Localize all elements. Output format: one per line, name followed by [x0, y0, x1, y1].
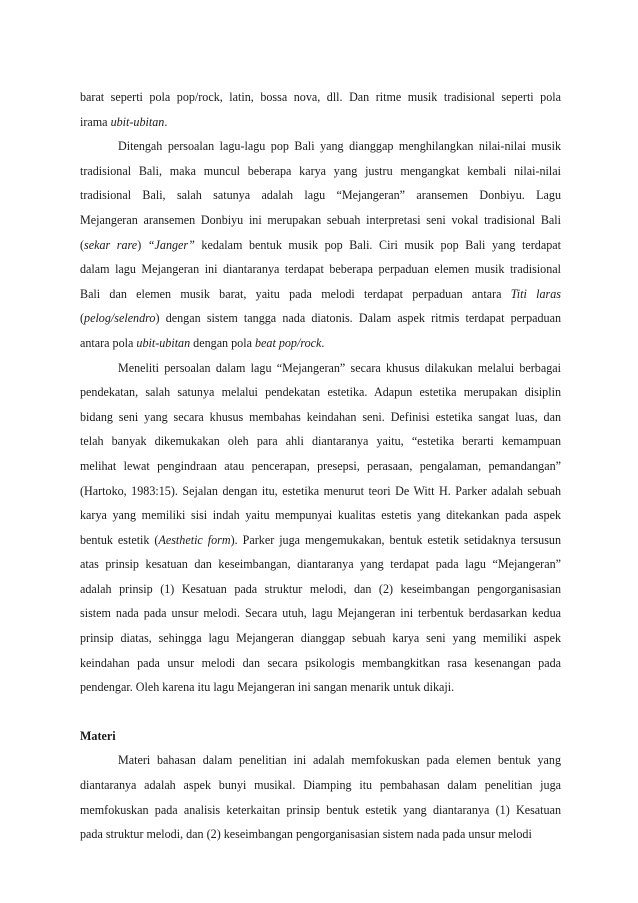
paragraph-materi [80, 748, 561, 846]
paragraph-2 [80, 134, 561, 355]
text-line: sistem nada pada unsur melodi. Secara utuh, lagu Mejangeran ini terbentuk berdasarkan kedua [80, 606, 561, 621]
text-line: Bali dan elemen musik barat, yaitu pada melodi terdapat perpaduan antara Titi laras [80, 286, 562, 301]
text-line: (pelog/selendro) dengan sistem tangga nada diatonis. Dalam aspek ritmis terdapat perpaduan [80, 311, 561, 326]
section-heading-materi: Materi [80, 728, 116, 743]
text-line: atas prinsip kesatuan dan keseimbangan, diantaranya yang terdapat pada lagu “Mejangeran” [80, 557, 561, 572]
text-line: Mejangeran aransemen Donbiyu ini merupakan sebuah interpretasi seni vokal tradisional Bali [80, 212, 561, 227]
text-line: bentuk estetik (Aesthetic form). Parker juga mengemukakan, bentuk estetik setidaknya tersusun [80, 532, 561, 547]
body-text [80, 85, 561, 700]
text-line: keindahan pada unsur melodi dan secara psikologis membangkitkan rasa kesenangan pada [80, 655, 561, 670]
text-line: pada struktur melodi, dan (2) keseimbangan pengorganisasian sistem nada pada unsur melodi [80, 827, 532, 842]
text-line: prinsip diatas, sehingga lagu Mejangeran dianggap sebuah karya seni yang memiliki aspek [80, 631, 561, 646]
text-line: Ditengah persoalan lagu-lagu pop Bali yang dianggap menghilangkan nilai-nilai musik [118, 139, 561, 154]
text-line: tradisional Bali, maka muncul beberapa karya yang justru mengangkat kembali nilai-nilai [80, 163, 561, 178]
paragraph-1 [80, 85, 561, 134]
text-line: Meneliti persoalan dalam lagu “Mejangeran” secara khusus dilakukan melalui berbagai [118, 360, 561, 375]
paragraph-3 [80, 356, 561, 700]
text-line: adalah prinsip (1) Kesatuan pada struktur melodi, dan (2) keseimbangan pengorganisasian [80, 581, 561, 596]
text-line: memfokuskan pada analisis keterkaitan prinsip bentuk estetik yang diantaranya (1) Kesatuan [80, 802, 561, 817]
text-line: pendekatan, salah satunya melalui pendekatan estetika. Adapun estetika merupakan disiplin [80, 385, 561, 400]
text-line: diantaranya adalah aspek bunyi musikal. Diamping itu pembahasan dalam penelitian juga [80, 778, 561, 793]
text-line: irama ubit-ubitan. [80, 114, 168, 129]
text-line: (sekar rare) “Janger” kedalam bentuk musik pop Bali. Ciri musik pop Bali yang terdapat [80, 237, 561, 252]
text-line: (Hartoko, 1983:15). Sejalan dengan itu, estetika menurut teori De Witt H. Parker adalah sebuah [80, 483, 561, 498]
text-line: telah banyak dikemukakan oleh para ahli diantaranya yaitu, “estetika berarti kemampuan [80, 434, 561, 449]
text-line: bidang seni yang secara khusus membahas keindahan seni. Definisi estetika sangat luas, dan [80, 409, 561, 424]
text-line: Materi bahasan dalam penelitian ini adalah memfokuskan pada elemen bentuk yang [118, 753, 561, 768]
text-line: antara pola ubit-ubitan dengan pola beat pop/rock. [80, 335, 325, 350]
document-page [80, 85, 561, 847]
text-line: pendengar. Oleh karena itu lagu Mejangeran ini sangan menarik untuk dikaji. [80, 680, 455, 695]
text-line: karya yang memiliki sisi indah yaitu mempunyai kualitas estetis yang ditekankan pada aspek [80, 508, 561, 523]
text-line: barat seperti pola pop/rock, latin, bossa nova, dll. Dan ritme musik tradisional seperti pola [80, 90, 561, 104]
text-line: melihat lewat pengindraan atau pencerapan, presepsi, perasaan, pengalaman, pemandangan” [80, 458, 561, 473]
text-line: dalam lagu Mejangeran ini diantaranya terdapat beberapa perpaduan elemen musik tradisional [80, 262, 561, 277]
text-line: tradisional Bali, salah satunya adalah lagu “Mejangeran” aransemen Donbiyu. Lagu [80, 188, 561, 203]
materi-paragraph [80, 748, 561, 846]
